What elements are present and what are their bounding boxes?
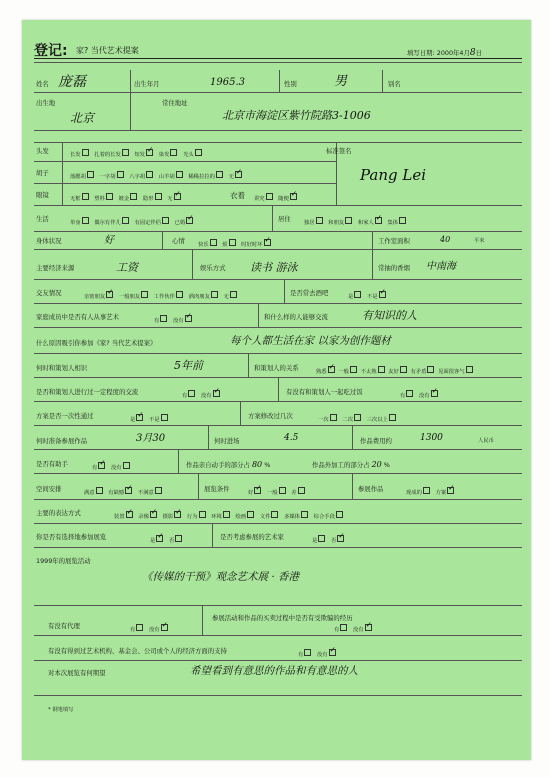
cost-value: 1300 bbox=[420, 433, 443, 443]
signature-label: 标准签名 bbox=[326, 147, 352, 155]
cell-border bbox=[130, 70, 131, 92]
checkbox[interactable] bbox=[279, 487, 286, 494]
birthplace-value: 北京 bbox=[70, 111, 95, 125]
signature-value: Pang Lei bbox=[360, 166, 427, 184]
reason-label: 什么原因吸引你参加《家? 当代艺术提案》 bbox=[36, 339, 157, 347]
checkbox[interactable] bbox=[161, 414, 168, 421]
checkbox-checked[interactable] bbox=[235, 171, 242, 178]
birthplace-label: 出生地 bbox=[36, 99, 56, 107]
checkbox[interactable] bbox=[117, 171, 124, 178]
row-border bbox=[34, 327, 522, 328]
checkbox[interactable] bbox=[298, 487, 305, 494]
studio-area-unit: 平米 bbox=[474, 238, 485, 244]
form-title: 登记: bbox=[34, 43, 68, 59]
checkbox[interactable] bbox=[162, 217, 169, 224]
birth-value: 1965.3 bbox=[210, 77, 245, 88]
checkbox[interactable] bbox=[266, 193, 273, 200]
family-options: 有 没有✓ bbox=[154, 315, 196, 324]
row-border bbox=[34, 523, 522, 524]
row-border bbox=[34, 473, 522, 474]
prep-value: 3月30 bbox=[136, 433, 166, 444]
checkbox-checked[interactable] bbox=[185, 315, 192, 322]
cell-border bbox=[352, 425, 353, 449]
row-border bbox=[34, 547, 522, 548]
choose-options: 是✓ 否 bbox=[150, 535, 186, 544]
arrival-label: 何时进场 bbox=[214, 437, 240, 445]
checkbox[interactable] bbox=[136, 624, 143, 631]
cost-unit: 人民币 bbox=[478, 438, 494, 444]
checkbox[interactable] bbox=[82, 217, 89, 224]
economy-value: 工资 bbox=[116, 261, 138, 274]
checkbox[interactable] bbox=[96, 487, 103, 494]
cell-border bbox=[198, 473, 199, 499]
row-border bbox=[34, 130, 522, 131]
checkbox-checked[interactable] bbox=[431, 390, 438, 397]
cell-border bbox=[372, 249, 373, 279]
health-label: 身体状况 bbox=[36, 237, 62, 245]
life-options: 单身 偶尔有伴儿 有固定伴侣 已婚✓ bbox=[70, 217, 197, 226]
sex-label: 性别 bbox=[284, 80, 297, 88]
checkbox[interactable] bbox=[345, 217, 352, 224]
cell-border bbox=[240, 401, 241, 425]
talk-options: 有 没有✓ bbox=[182, 390, 224, 399]
conditions-options: 好✓ 一般 差 bbox=[248, 487, 309, 496]
row-border bbox=[34, 303, 522, 304]
checkbox[interactable] bbox=[122, 217, 129, 224]
row-border bbox=[34, 353, 522, 354]
beard-options: 落腮胡 一字胡 八字胡 山羊胡 稀稀拉拉的 无✓ bbox=[70, 171, 246, 180]
checkbox[interactable] bbox=[210, 239, 217, 246]
own-part-label: 作品亲自动手的部分占 80 % bbox=[186, 460, 271, 469]
address-label: 常住地址 bbox=[162, 99, 188, 107]
row-border bbox=[34, 401, 522, 402]
social-options: 亲密朋友✓ 一般朋友 工作伙伴 酒肉朋友 无 bbox=[84, 291, 241, 300]
exhibit-1999-label: 1999年的展览活动 bbox=[36, 557, 91, 565]
checkbox-checked[interactable] bbox=[136, 414, 143, 421]
cell-border bbox=[62, 142, 63, 205]
cheated-label: 参展活动和作品的买卖过程中是否有受欺骗的经历 bbox=[212, 614, 353, 622]
cigarette-label: 常抽的香烟 bbox=[378, 264, 410, 272]
cell-border bbox=[162, 231, 163, 249]
row-border bbox=[34, 231, 522, 232]
cell-border bbox=[279, 70, 280, 92]
communicate-label: 和什么样的人能够交流 bbox=[264, 313, 328, 321]
checkbox-checked[interactable] bbox=[174, 193, 181, 200]
conditions-label: 展览条件 bbox=[204, 485, 230, 493]
checkbox[interactable] bbox=[82, 193, 89, 200]
checkbox-checked[interactable] bbox=[174, 511, 181, 518]
checkbox[interactable] bbox=[230, 291, 237, 298]
studio-area-label: 工作室面积 bbox=[378, 237, 410, 245]
cell-border bbox=[248, 353, 249, 377]
checkbox[interactable] bbox=[378, 366, 385, 373]
checkbox[interactable] bbox=[123, 462, 130, 469]
checkbox[interactable] bbox=[216, 171, 223, 178]
checkbox[interactable] bbox=[195, 149, 202, 156]
space-label: 空间安排 bbox=[36, 485, 62, 493]
funding-options: 有 没有✓ bbox=[298, 649, 340, 658]
cell-border bbox=[258, 303, 259, 327]
cell-border bbox=[284, 279, 285, 303]
relation-label: 和策划人的关系 bbox=[254, 364, 299, 372]
checkbox[interactable] bbox=[354, 414, 361, 421]
checkbox-checked[interactable] bbox=[213, 390, 220, 397]
know-value: 5年前 bbox=[174, 359, 203, 372]
talk-label: 是否和策划人进行过一定程度的交流 bbox=[36, 388, 139, 396]
mood-label: 心情 bbox=[172, 237, 185, 245]
works-options: 现成的 方案✓ bbox=[406, 487, 458, 496]
economy-label: 主要经济来源 bbox=[36, 264, 75, 272]
funding-label: 有没有得到过艺术机构、基金会、公司或个人的经济方面的支持 bbox=[48, 647, 227, 655]
checkbox[interactable] bbox=[82, 149, 89, 156]
checkbox-checked[interactable] bbox=[106, 291, 113, 298]
outsourced-part-label: 作品外加工的部分占 20 % bbox=[312, 460, 390, 469]
checkbox-checked[interactable] bbox=[365, 624, 372, 631]
plan-label: 方案是否一次性通过 bbox=[36, 412, 94, 420]
arrival-value: 4.5 bbox=[284, 433, 299, 443]
cheated-options: 有 没有✓ bbox=[334, 624, 376, 633]
clothing-label: 衣着 bbox=[230, 191, 245, 200]
divider bbox=[34, 58, 522, 59]
name-value: 庞磊 bbox=[58, 74, 86, 90]
address-value: 北京市海淀区紫竹院路3-1006 bbox=[222, 109, 371, 122]
checkbox[interactable] bbox=[211, 291, 218, 298]
cell-border bbox=[202, 605, 203, 635]
checkbox-checked[interactable] bbox=[125, 487, 132, 494]
checkbox[interactable] bbox=[318, 535, 325, 542]
glasses-label: 眼镜 bbox=[36, 191, 49, 199]
cigarette-value: 中南海 bbox=[426, 261, 456, 272]
footer-note: * 钢笔填写 bbox=[48, 707, 74, 713]
checkbox-checked[interactable] bbox=[98, 462, 105, 469]
residence-label: 居住 bbox=[278, 215, 291, 223]
checkbox[interactable] bbox=[316, 217, 323, 224]
hair-opt: 光头 bbox=[183, 152, 202, 158]
checkbox-checked[interactable] bbox=[161, 624, 168, 631]
checkbox[interactable] bbox=[160, 315, 167, 322]
checkbox-checked[interactable] bbox=[329, 649, 336, 656]
agent-label: 有没有代理 bbox=[48, 622, 80, 630]
checkbox-checked[interactable] bbox=[156, 535, 163, 542]
exhibit-1999-value: 《传媒的干预》观念艺术展 · 香港 bbox=[142, 571, 300, 583]
residence-options: 独居 和朋友 和家人✓ 集体 bbox=[304, 217, 410, 226]
checkbox[interactable] bbox=[400, 366, 407, 373]
form-subtitle: 家? 当代艺术提案 bbox=[76, 46, 139, 55]
row-border bbox=[34, 92, 522, 93]
checkbox[interactable] bbox=[176, 171, 183, 178]
row-border bbox=[34, 279, 522, 280]
clothing-options: 讲究 随便✓ bbox=[254, 193, 301, 202]
know-label: 何时和策划人相识 bbox=[36, 364, 88, 372]
consider-artists-label: 是否考虑参展的艺术家 bbox=[220, 533, 284, 541]
checkbox-checked[interactable] bbox=[375, 217, 382, 224]
expectation-label: 对本次展览有何期望 bbox=[48, 669, 106, 677]
row-border bbox=[34, 249, 522, 250]
consider-artists-options: 是 否✓ bbox=[312, 535, 348, 544]
plan-options: 是✓ 不是 bbox=[130, 414, 172, 423]
checkbox[interactable] bbox=[423, 487, 430, 494]
row-border bbox=[34, 142, 522, 143]
family-label: 家庭成员中是否有人从事艺术 bbox=[36, 313, 120, 321]
checkbox-checked[interactable] bbox=[146, 149, 153, 156]
row-border bbox=[34, 205, 522, 206]
checkbox[interactable] bbox=[170, 149, 177, 156]
checkbox[interactable] bbox=[175, 535, 182, 542]
checkbox[interactable] bbox=[130, 193, 137, 200]
checkbox[interactable] bbox=[199, 511, 206, 518]
checkbox-checked[interactable] bbox=[337, 535, 344, 542]
assistant-label: 是否有助手 bbox=[36, 460, 68, 468]
cell-border bbox=[192, 249, 193, 279]
checkbox[interactable] bbox=[389, 414, 396, 421]
checkbox[interactable] bbox=[330, 414, 337, 421]
bar-label: 是否常去酒吧 bbox=[290, 289, 329, 297]
cell-border bbox=[212, 523, 213, 547]
agent-options: 有 没有✓ bbox=[130, 624, 172, 633]
checkbox[interactable] bbox=[466, 366, 473, 373]
name-label: 姓名 bbox=[36, 80, 49, 88]
fill-date: 填写日期: 2000年4月8日 bbox=[407, 48, 482, 58]
checkbox[interactable] bbox=[301, 511, 308, 518]
cell-border bbox=[352, 473, 353, 499]
communicate-value: 有知识的人 bbox=[362, 309, 417, 322]
expectation-value: 希望看到有意思的作品和有意思的人 bbox=[190, 665, 358, 677]
cell-border bbox=[178, 449, 179, 473]
checkbox[interactable] bbox=[427, 366, 434, 373]
cell-border bbox=[278, 377, 279, 401]
checkbox-checked[interactable] bbox=[186, 217, 193, 224]
sex-value: 男 bbox=[334, 74, 348, 89]
checkbox[interactable] bbox=[155, 193, 162, 200]
checkbox[interactable] bbox=[87, 171, 94, 178]
row-border bbox=[34, 695, 522, 696]
checkbox[interactable] bbox=[271, 511, 278, 518]
prep-label: 何时准备参展作品 bbox=[36, 437, 88, 445]
social-label: 交友情况 bbox=[36, 289, 62, 297]
cell-border bbox=[272, 205, 273, 231]
checkbox[interactable] bbox=[106, 193, 113, 200]
alias-label: 别名 bbox=[388, 80, 401, 88]
hair-opt: 短发✓ bbox=[134, 152, 153, 158]
checkbox[interactable] bbox=[146, 171, 153, 178]
checkbox-checked[interactable] bbox=[264, 239, 271, 246]
checkbox-checked[interactable] bbox=[328, 366, 335, 373]
checkbox-checked[interactable] bbox=[150, 511, 157, 518]
assistant-options: 有✓ 没有 bbox=[92, 462, 134, 471]
row-border bbox=[34, 161, 336, 162]
hair-opt: 染发 bbox=[159, 152, 178, 158]
checkbox[interactable] bbox=[155, 487, 162, 494]
meal-options: 有 没有✓ bbox=[400, 390, 442, 399]
entertainment-label: 娱乐方式 bbox=[200, 264, 226, 272]
checkbox[interactable] bbox=[350, 366, 357, 373]
cell-border bbox=[130, 92, 131, 130]
row-border bbox=[34, 425, 522, 426]
entertainment-value: 读书 游泳 bbox=[250, 261, 298, 274]
bar-options: 是 不是✓ bbox=[348, 291, 390, 300]
checkbox[interactable] bbox=[141, 291, 148, 298]
checkbox-checked[interactable] bbox=[126, 511, 133, 518]
works-label: 参展作品 bbox=[358, 485, 384, 493]
row-border bbox=[34, 605, 522, 606]
row-border bbox=[34, 499, 522, 500]
checkbox[interactable] bbox=[176, 291, 183, 298]
choose-label: 你是否有选择地参加展览 bbox=[36, 533, 107, 541]
checkbox[interactable] bbox=[406, 390, 413, 397]
checkbox-checked[interactable] bbox=[254, 487, 261, 494]
row-border bbox=[34, 660, 522, 661]
space-options: 满意 有缺憾✓ 不满意 bbox=[84, 487, 166, 496]
checkbox[interactable] bbox=[304, 649, 311, 656]
glasses-options: 无框 塑料 镀金 隐形 无✓ bbox=[70, 193, 185, 202]
checkbox[interactable] bbox=[223, 511, 230, 518]
checkbox[interactable] bbox=[340, 624, 347, 631]
row-border bbox=[34, 183, 336, 184]
studio-area-value: 40 bbox=[440, 235, 451, 244]
checkbox[interactable] bbox=[188, 390, 195, 397]
cell-border bbox=[372, 231, 373, 249]
checkbox[interactable] bbox=[229, 239, 236, 246]
hair-label: 头发 bbox=[36, 147, 49, 155]
mood-options: 快乐 烦 时好时坏✓ bbox=[198, 239, 275, 248]
checkbox[interactable] bbox=[247, 511, 254, 518]
checkbox[interactable] bbox=[336, 511, 343, 518]
cell-border bbox=[208, 425, 209, 449]
checkbox-checked[interactable] bbox=[290, 193, 297, 200]
media-options: 装置✓ 录像✓ 摄影✓ 行为 环境 绘画 文件 多媒体 综合手段 bbox=[114, 511, 347, 520]
registration-form bbox=[22, 20, 531, 760]
checkbox[interactable] bbox=[354, 291, 361, 298]
checkbox-checked[interactable] bbox=[447, 487, 454, 494]
checkbox[interactable] bbox=[399, 217, 406, 224]
divider bbox=[34, 62, 522, 63]
cell-border bbox=[382, 70, 383, 92]
birth-label: 出生年月 bbox=[134, 80, 160, 88]
revision-options: 一次 二次 三次以上 bbox=[318, 414, 400, 423]
meal-label: 有没有和策划人一起吃过饭 bbox=[286, 388, 363, 396]
beard-label: 胡子 bbox=[36, 169, 49, 177]
life-label: 生活 bbox=[36, 215, 49, 223]
hair-opt: 扎着的长发 bbox=[94, 152, 129, 158]
relation-options: 熟悉✓ 一般 不太熟 友好 有矛盾 见面很客气 bbox=[316, 366, 473, 375]
row-border bbox=[34, 635, 522, 636]
media-label: 主要的表达方式 bbox=[36, 509, 81, 517]
reason-value: 每个人都生活在家 以家为创作题材 bbox=[230, 335, 391, 347]
health-value: 好 bbox=[104, 235, 114, 246]
revision-label: 方案修改过几次 bbox=[248, 412, 293, 420]
row-border bbox=[34, 449, 522, 450]
checkbox[interactable] bbox=[122, 149, 129, 156]
cost-label: 作品费用约 bbox=[360, 437, 392, 445]
checkbox-checked[interactable] bbox=[379, 291, 386, 298]
hair-opt: 长发 bbox=[70, 152, 89, 158]
hair-options bbox=[70, 149, 206, 158]
